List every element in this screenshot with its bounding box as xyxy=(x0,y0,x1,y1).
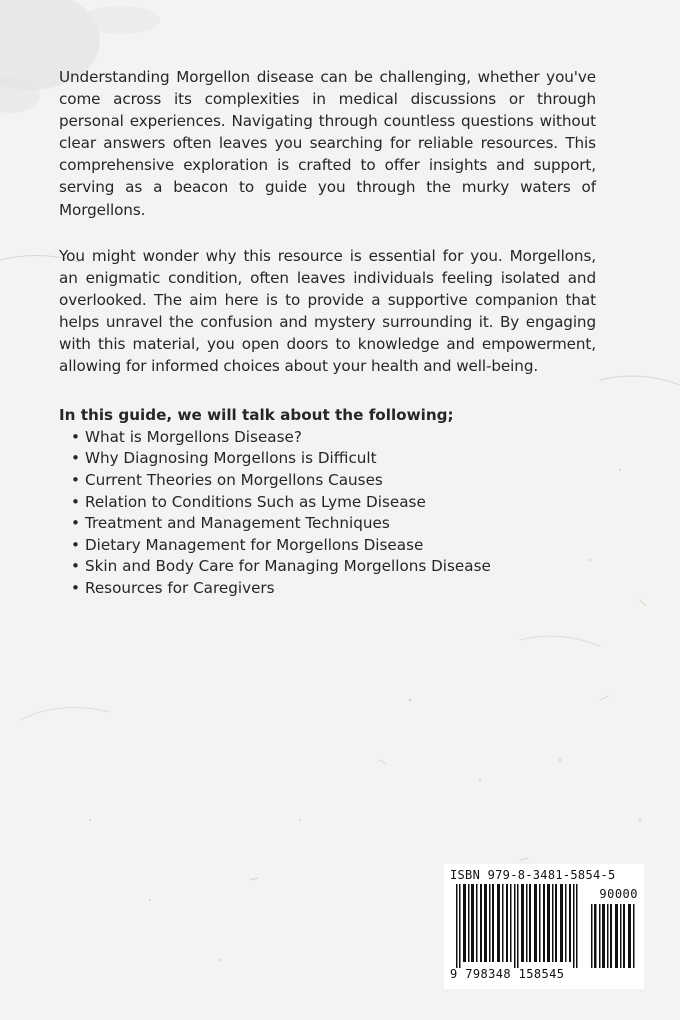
intro-paragraph: Understanding Morgellon disease can be challenging, whether you've come across its complexities in medical discussions or through personal experiences. Navigating through countless questions without clear answers often leaves you searching for reliable resources. This comprehensive exploration is crafted to offer insights and support, serving as a beacon to guide you through the murky waters of Morgellons. xyxy=(59,68,596,219)
guide-heading: In this guide, we will talk about the following; xyxy=(59,406,454,425)
purpose-paragraph: You might wonder why this resource is essential for you. Morgellons, an enigmatic condition, often leaves individuals feeling isolated and overlooked. The aim here is to provide a supportive companion that helps unravel the confusion and mystery surrounding it. By engaging with this material, you open doors to knowledge and empowerment, allowing for informed choices about your health and well-being. xyxy=(59,246,596,376)
guide-item: • Current Theories on Morgellons Causes xyxy=(71,471,383,489)
isbn-barcode xyxy=(444,864,644,989)
guide-item: • Skin and Body Care for Managing Morgellons Disease xyxy=(71,557,491,576)
addon-barcode-bars xyxy=(590,904,638,968)
back-cover-text xyxy=(59,66,596,600)
guide-item: • What is Morgellons Disease? xyxy=(71,427,302,446)
guide-item: • Treatment and Management Techniques xyxy=(71,514,390,533)
guide-item: • Resources for Caregivers xyxy=(71,578,275,597)
price-code: 90000 xyxy=(599,887,638,901)
guide-item: • Why Diagnosing Morgellons is Difficult xyxy=(71,449,377,468)
guide-topic-list xyxy=(59,427,596,600)
barcode-digits: 9 798348 158545 xyxy=(450,967,565,981)
guide-item: • Dietary Management for Morgellons Disease xyxy=(71,535,424,554)
isbn-label: ISBN 979-8-3481-5854-5 xyxy=(450,868,616,882)
main-barcode-bars xyxy=(452,884,586,968)
guide-item: • Relation to Conditions Such as Lyme Disease xyxy=(71,492,426,511)
